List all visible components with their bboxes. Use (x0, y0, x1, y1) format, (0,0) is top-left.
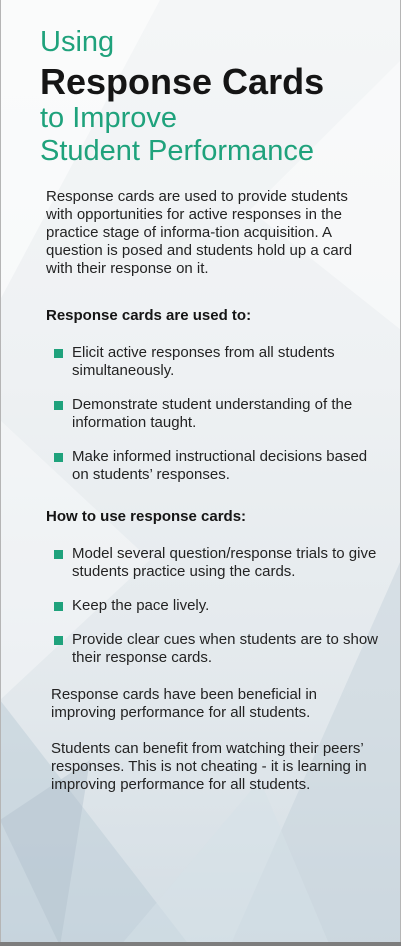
list-item-text: Elicit active responses from all students simultaneously. (72, 344, 335, 379)
square-bullet-icon (54, 453, 63, 462)
title-line-student-performance: Student Performance (40, 135, 315, 167)
how-to-list (46, 545, 378, 667)
square-bullet-icon (54, 636, 63, 645)
list-item (46, 396, 378, 432)
left-edge-line (0, 0, 1, 946)
section-heading-how-to: How to use response cards: (46, 508, 247, 525)
list-item-text: Demonstrate student understanding of the information taught. (72, 396, 353, 431)
square-bullet-icon (54, 349, 63, 358)
closing-paragraph-benefit: Response cards have been beneficial in improving performance for all students. (51, 686, 318, 721)
section-heading-uses: Response cards are used to: (46, 307, 252, 324)
list-item (46, 344, 378, 380)
closing-paragraph-peers: Students can benefit from watching their peers’ responses. This is not cheating - it is learning in improving performance for all students. (51, 740, 367, 793)
square-bullet-icon (54, 550, 63, 559)
page-title (40, 26, 324, 167)
uses-list (46, 344, 378, 484)
title-line-to-improve: to Improve (40, 102, 177, 134)
list-item (46, 545, 378, 581)
list-item (46, 448, 378, 484)
list-item (46, 631, 378, 667)
intro-paragraph: Response cards are used to provide students with opportunities for active responses in the practice stage of informa-tion acquisition. A question is posed and students hold up a card with their response on it. (46, 188, 353, 277)
list-item (46, 597, 378, 615)
title-line-response-cards: Response Cards (40, 61, 325, 102)
square-bullet-icon (54, 602, 63, 611)
list-item-text: Provide clear cues when students are to show their response cards. (72, 631, 378, 666)
title-line-using: Using (40, 26, 115, 58)
square-bullet-icon (54, 401, 63, 410)
bottom-border (0, 942, 401, 946)
body-content (46, 188, 378, 794)
list-item-text: Model several question/response trials to give students practice using the cards. (72, 545, 377, 580)
list-item-text: Make informed instructional decisions based on students’ responses. (72, 448, 368, 483)
list-item-text: Keep the pace lively. (72, 597, 210, 614)
